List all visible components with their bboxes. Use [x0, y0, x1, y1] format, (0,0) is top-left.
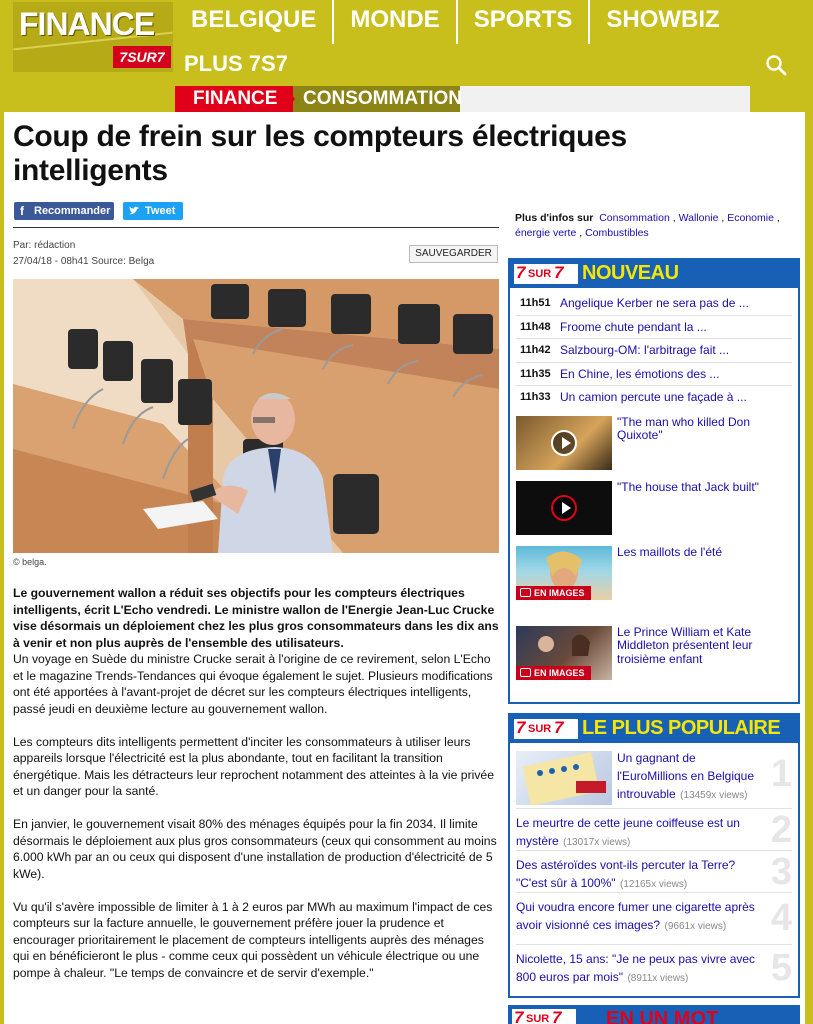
popular-item[interactable]	[516, 945, 792, 991]
news-item[interactable]	[516, 363, 792, 387]
twitter-tweet-button[interactable]	[123, 202, 183, 220]
video-thumbnail[interactable]	[516, 481, 612, 535]
popular-link[interactable]: Des astéroïdes vont-ils percuter la Terre? "C'est sûr à 100%"	[516, 858, 736, 890]
rank-number: 4	[770, 897, 792, 939]
article-author: Par: rédaction	[13, 240, 76, 251]
nouveau-box	[508, 258, 800, 704]
nouveau-header	[510, 260, 798, 288]
news-time: 11h35	[520, 367, 551, 380]
popular-item[interactable]	[516, 893, 792, 945]
gallery-item[interactable]	[516, 546, 792, 626]
popular-item[interactable]	[516, 851, 792, 893]
video-link[interactable]: "The house that Jack built"	[617, 479, 759, 494]
article-photo	[13, 279, 499, 553]
7sur7-badge: 7 SUR 7	[514, 719, 578, 739]
photo-caption: © belga.	[13, 557, 47, 567]
video-link[interactable]: "The man who killed Don Quixote"	[617, 414, 750, 442]
popular-item[interactable]	[516, 809, 792, 851]
news-link[interactable]: Angelique Kerber ne sera pas de ...	[560, 296, 749, 310]
breadcrumb-finance[interactable]: FINANCE	[175, 86, 293, 112]
nav-item-belgique[interactable]: BELGIQUE	[175, 0, 334, 44]
article-paragraph: Les compteurs dits intelligents permettent d'inciter les consommateurs à utiliser leurs appareils lorsque l'électricité est la plus abondante, tout en facilitant la transition énergétique. Mais les détracteurs leur reprochent notamment des atteintes à la vie privée et un danger pour la santé.	[13, 734, 494, 798]
twitter-tweet-label: Tweet	[145, 205, 176, 217]
tag-link[interactable]: Combustibles	[585, 227, 649, 239]
logo-word: FINANCE	[19, 6, 155, 42]
rank-number: 5	[770, 947, 792, 989]
news-link[interactable]: En Chine, les émotions des ...	[560, 366, 720, 381]
popular-link[interactable]: Qui voudra encore fumer une cigarette après avoir visionné ces images?	[516, 900, 755, 932]
video-thumbnail[interactable]	[516, 416, 612, 470]
main-nav	[175, 0, 750, 44]
popular-text	[617, 749, 767, 803]
popular-text	[516, 814, 764, 850]
populaire-header	[510, 715, 798, 743]
breadcrumb-consommation-label: CONSOMMATION	[303, 88, 463, 109]
tag-link[interactable]: Wallonie	[678, 212, 719, 224]
news-item[interactable]	[516, 292, 792, 316]
facebook-recommend-label: Recommander	[34, 205, 111, 217]
article-lead: Le gouvernement wallon a réduit ses objectifs pour les compteurs électriques intelligents, écrit L'Echo vendredi. Le ministre wallon de l'Energie Jean-Luc Crucke vise désormais un déploiement chez les plus gros consommateurs dans les dix ans à venir et non plus auprès de l'ensemble des utilisateurs.	[13, 586, 499, 650]
more-info-tags: Plus d'infos sur Consommation , Wallonie , Economie , énergie verte , Combustibles	[515, 212, 780, 239]
view-count: (13459x views)	[680, 790, 748, 801]
nouveau-title: NOUVEAU	[582, 262, 679, 284]
news-time: 11h51	[520, 297, 551, 309]
news-time: 11h48	[520, 320, 551, 333]
video-item[interactable]	[516, 481, 792, 546]
right-frame	[805, 112, 813, 1024]
nav-item-plus-7s7[interactable]: PLUS 7S7	[184, 51, 288, 76]
gallery-thumbnail[interactable]	[516, 546, 612, 600]
en-un-mot-box	[508, 1005, 800, 1024]
en-un-mot-title: EN UN MOT	[606, 1008, 719, 1024]
news-item[interactable]	[516, 339, 792, 363]
news-time: 11h42	[520, 344, 551, 356]
popular-text	[516, 856, 764, 892]
news-link[interactable]: Un camion percute une façade à ...	[560, 390, 747, 404]
news-link[interactable]: Froome chute pendant la ...	[560, 319, 707, 334]
en-images-label: EN IMAGES	[534, 587, 585, 598]
search-button[interactable]	[752, 44, 800, 86]
rank-number: 1	[770, 753, 792, 795]
parliament-photo-illustration	[13, 279, 499, 553]
news-time: 11h33	[520, 391, 551, 403]
view-count: (8911x views)	[627, 973, 689, 984]
news-item[interactable]	[516, 316, 792, 340]
article-paragraph: Vu qu'il s'avère impossible de limiter à 1 à 2 euros par MWh au maximum l'impact de ces compteurs sur la facture annuelle, le gouvernement préfère jouer la prudence et encourager prioritairement le placement de compteurs intelligents auprès des ménages qui en bénéficieront le plus - comme ceux qui possèdent un véhicule électrique ou une pompe à chaleur. "Le temps de convaincre et de servir d'exemple."	[13, 899, 493, 980]
gallery-link[interactable]: Le Prince William et Kate Middleton présentent leur troisième enfant	[617, 624, 753, 666]
en-images-badge	[516, 586, 591, 600]
play-icon	[551, 430, 577, 456]
twitter-icon	[128, 205, 140, 217]
news-link[interactable]: Salzbourg-OM: l'arbitrage fait ...	[560, 343, 730, 357]
nav-item-monde[interactable]: MONDE	[334, 0, 457, 44]
article-date-source: 27/04/18 - 08h41 Source: Belga	[13, 256, 155, 267]
7sur7-badge: 7 SUR 7	[514, 264, 578, 284]
save-button[interactable]: SAUVEGARDER	[409, 245, 498, 263]
popular-link[interactable]: Nicolette, 15 ans: "Je ne peux pas vivre avec 800 euros par mois"	[516, 952, 756, 984]
nav-item-sports[interactable]: SPORTS	[458, 0, 591, 44]
tag-link[interactable]: Consommation	[599, 212, 670, 224]
breadcrumb	[175, 86, 750, 112]
article-paragraph: Un voyage en Suède du ministre Crucke serait à l'origine de ce revirement, selon L'Echo et le magazine Trends-Tendances qui évoque également le sujet. Plusieurs modifications ont été apportées à l'avant-projet de décret sur les compteurs électriques intelligents, passé jeudi en deuxième lecture au gouvernement wallon.	[13, 652, 493, 716]
view-count: (13017x views)	[563, 837, 631, 848]
rank-number: 3	[770, 851, 792, 893]
more-info-label: Plus d'infos sur	[515, 212, 594, 224]
camera-icon	[520, 668, 531, 677]
view-count: (9661x views)	[664, 921, 727, 932]
popular-text	[516, 898, 764, 934]
article-body	[13, 585, 503, 998]
gallery-link[interactable]: Les maillots de l'été	[617, 544, 723, 559]
video-item[interactable]	[516, 416, 792, 481]
facebook-icon: f	[20, 204, 24, 218]
popular-item[interactable]	[516, 743, 792, 809]
play-icon	[551, 495, 577, 521]
popular-link[interactable]: Un gagnant de l'EuroMillions en Belgique introuvable	[617, 751, 755, 801]
tag-link[interactable]: Economie	[727, 212, 774, 224]
populaire-box	[508, 713, 800, 998]
finance-logo[interactable]	[13, 2, 173, 72]
news-item[interactable]	[516, 386, 792, 410]
populaire-title: LE PLUS POPULAIRE	[582, 717, 781, 739]
view-count: (12165x views)	[619, 879, 688, 890]
7sur7-badge: 7 SUR 7	[512, 1009, 576, 1024]
search-icon	[764, 53, 788, 77]
divider	[13, 227, 499, 228]
gallery-thumbnail[interactable]	[516, 626, 612, 680]
left-frame	[0, 112, 4, 1024]
en-images-badge	[516, 666, 591, 680]
popular-link[interactable]: Le meurtre de cette jeune coiffeuse est un mystère	[516, 816, 740, 848]
popular-text	[516, 950, 764, 986]
camera-icon	[520, 588, 531, 597]
tag-link[interactable]: énergie verte	[515, 227, 577, 239]
logo-badge: 7SUR7	[113, 46, 171, 68]
gallery-item[interactable]	[516, 626, 792, 698]
article-title: Coup de frein sur les compteurs électriques intelligents	[13, 120, 627, 187]
article-paragraph: En janvier, le gouvernement visait 80% des ménages équipés pour la fin 2034. Il limite désormais le déploiement aux plus gros consommateurs (ceux qui consomment au moins 6.000 kWh par an ou ceux qui disposent d'une installation de production d'électricité de 5 kWe).	[13, 817, 497, 881]
rank-number: 2	[770, 809, 792, 851]
euromillions-thumbnail[interactable]	[516, 751, 612, 805]
facebook-recommend-button[interactable]	[14, 202, 114, 220]
breadcrumb-consommation[interactable]	[285, 86, 463, 112]
breadcrumb-arrow	[285, 86, 295, 112]
lottery-ticket-photo	[516, 751, 612, 805]
en-images-label: EN IMAGES	[534, 667, 585, 678]
nav-item-showbiz[interactable]: SHOWBIZ	[606, 6, 720, 33]
